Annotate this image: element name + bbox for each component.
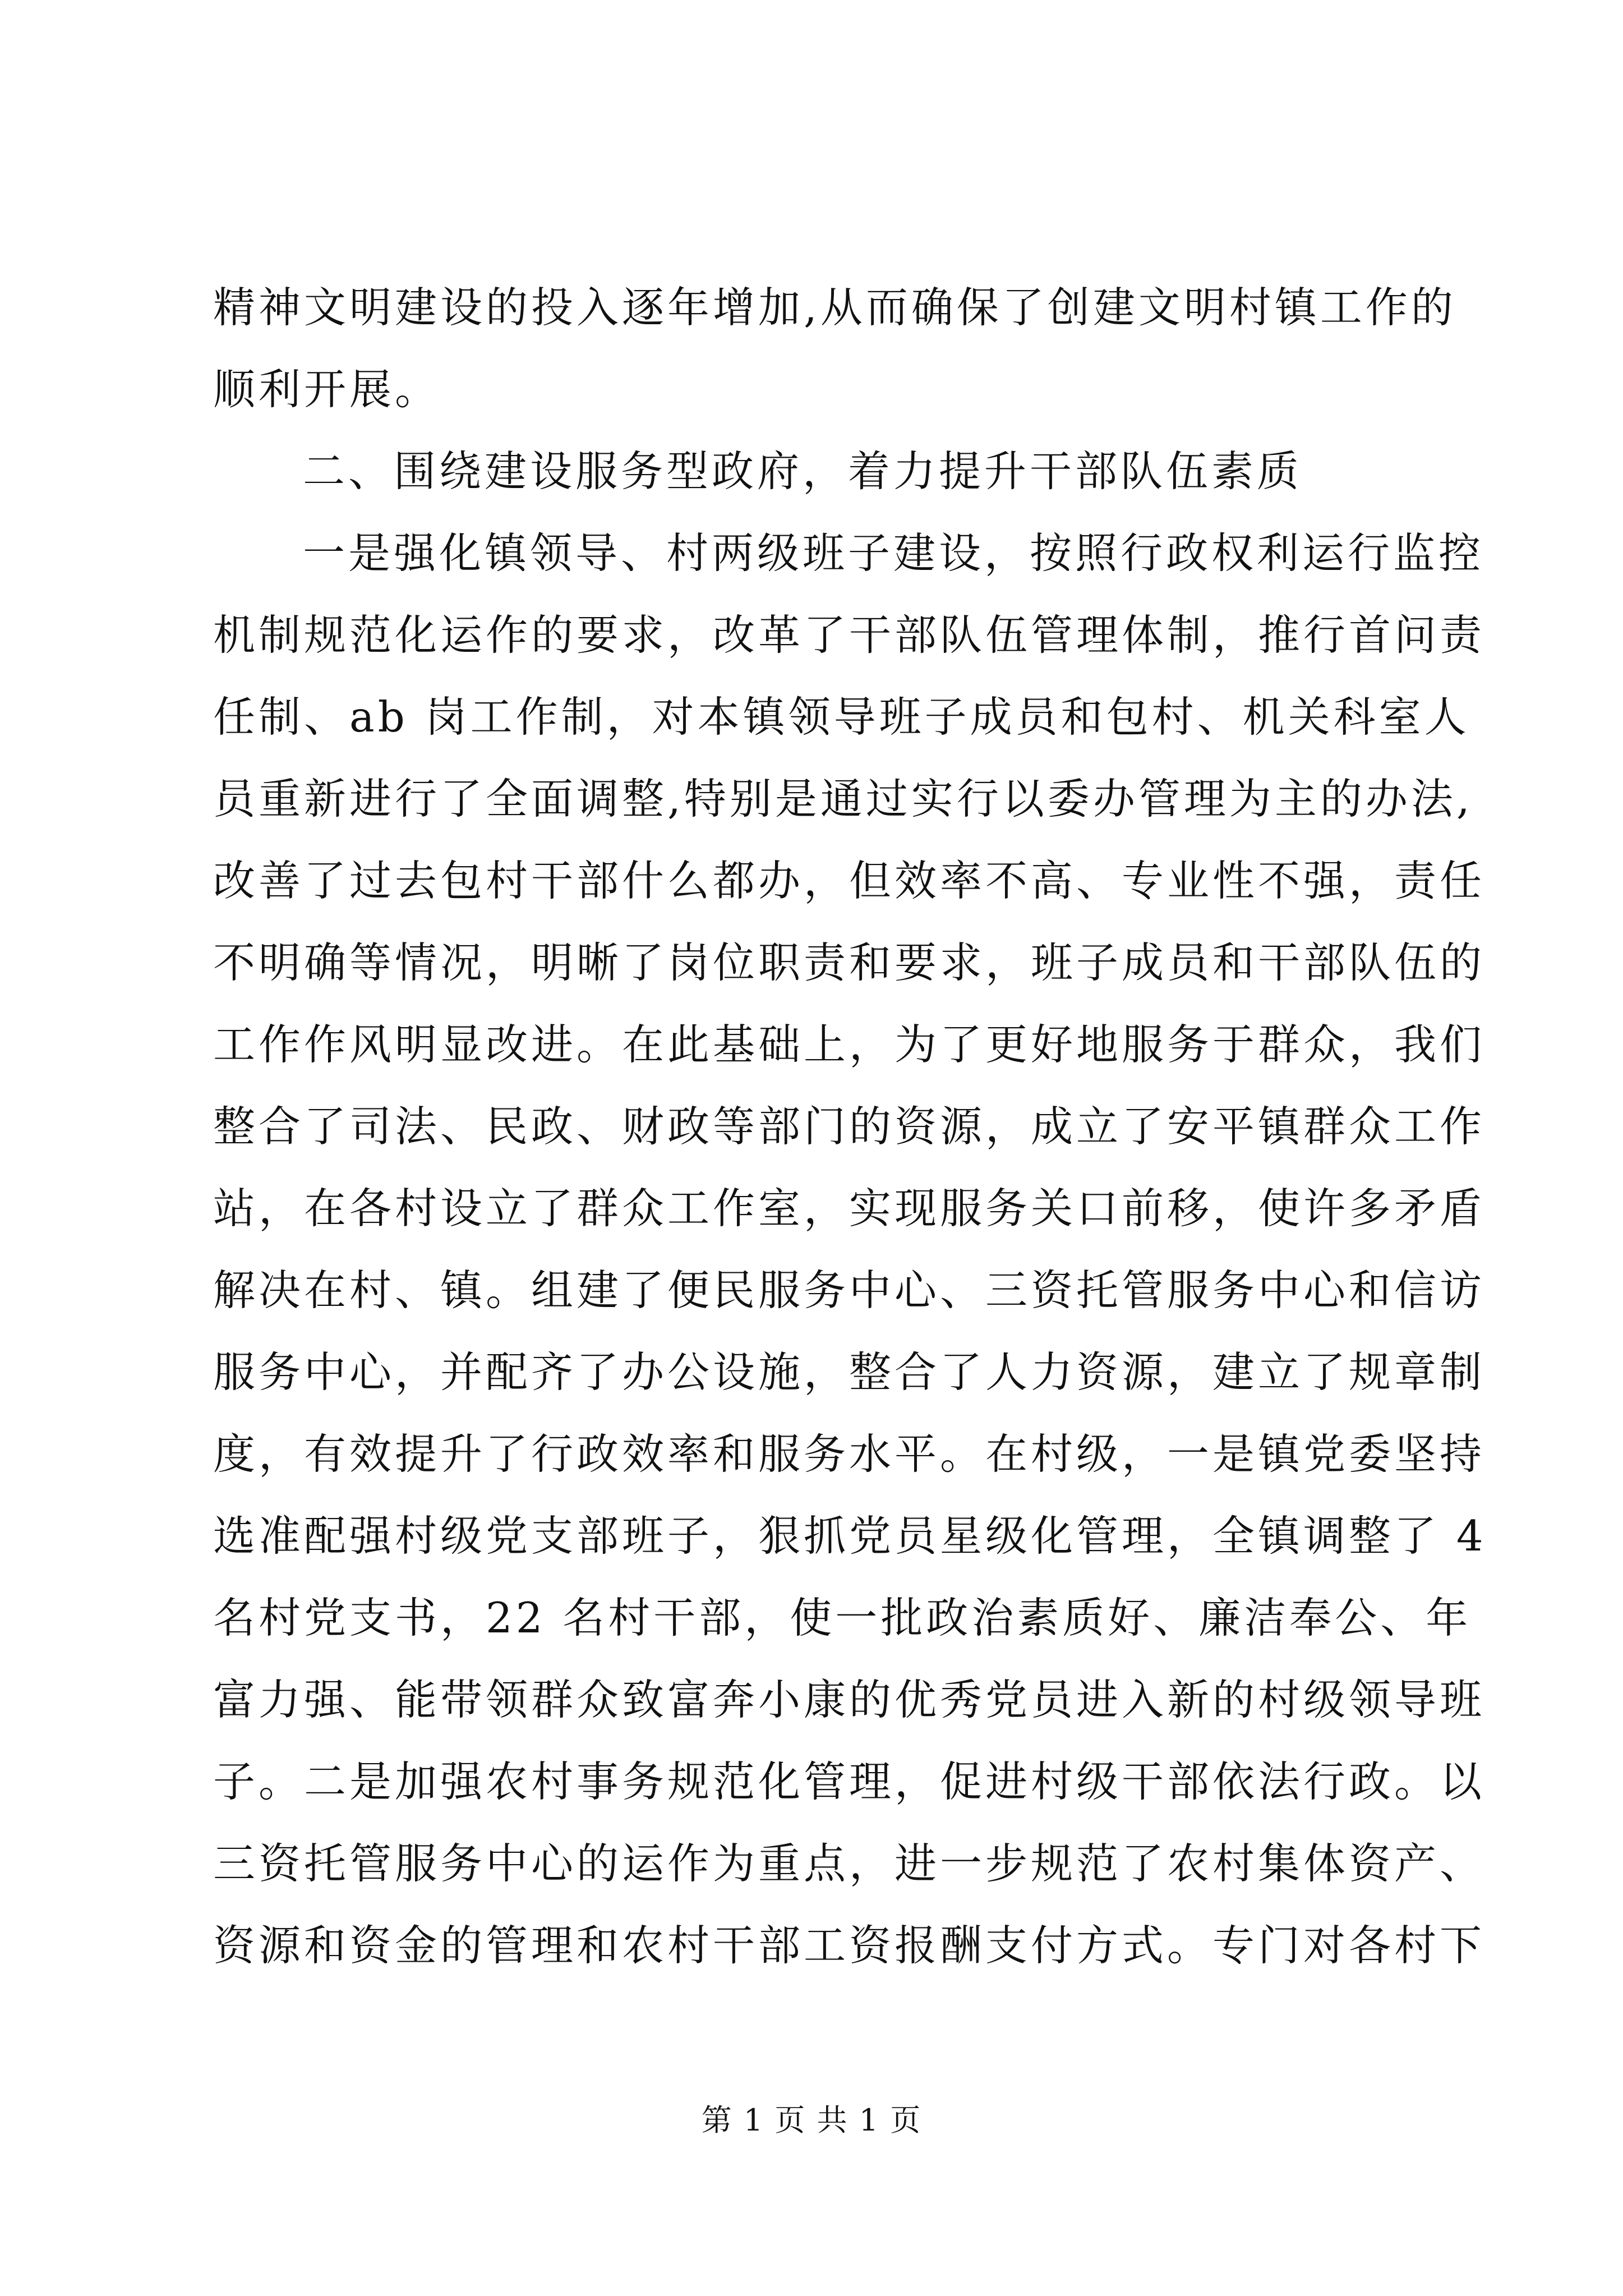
text-line: 顺利开展。 — [213, 365, 441, 414]
body-text — [213, 266, 1487, 1986]
text-line: 精神文明建设的投入逐年增加,从而确保了创建文明村镇工作的 — [213, 283, 1456, 332]
text-line: 工作作风明显改进。在此基础上，为了更好地服务于群众，我们 — [213, 1020, 1486, 1069]
text-line: 员重新进行了全面调整,特别是通过实行以委办管理为主的办法, — [213, 774, 1473, 823]
text-line: 整合了司法、民政、财政等部门的资源，成立了安平镇群众工作 — [213, 1102, 1486, 1151]
text-line: 资源和资金的管理和农村干部工资报酬支付方式。专门对各村下 — [213, 1921, 1486, 1970]
text-line: 名村党支书，22 名村干部，使一批政治素质好、廉洁奉公、年 — [213, 1593, 1472, 1642]
text-line: 子。二是加强农村事务规范化管理，促进村级干部依法行政。以 — [213, 1757, 1486, 1806]
text-line: 站，在各村设立了群众工作室，实现服务关口前移，使许多矛盾 — [213, 1184, 1486, 1233]
text-line: 二、围绕建设服务型政府，着力提升干部队伍素质 — [303, 447, 1303, 496]
page-footer: 第 1 页 共 1 页 — [701, 2102, 922, 2138]
text-line: 度，有效提升了行政效率和服务水平。在村级，一是镇党委坚持 — [213, 1429, 1486, 1479]
text-line: 服务中心，并配齐了办公设施，整合了人力资源，建立了规章制 — [213, 1347, 1486, 1397]
text-line: 任制、ab 岗工作制，对本镇领导班子成员和包村、机关科室人 — [213, 692, 1470, 742]
text-line: 机制规范化运作的要求，改革了干部队伍管理体制，推行首问责 — [213, 610, 1486, 660]
text-line: 选准配强村级党支部班子，狠抓党员星级化管理，全镇调整了 4 — [213, 1511, 1487, 1561]
text-line: 三资托管服务中心的运作为重点，进一步规范了农村集体资产、 — [213, 1839, 1486, 1888]
text-line: 改善了过去包村干部什么都办，但效率不高、专业性不强，责任 — [213, 856, 1486, 905]
text-line: 不明确等情况，明晰了岗位职责和要求，班子成员和干部队伍的 — [213, 938, 1486, 987]
text-line: 一是强化镇领导、村两级班子建设，按照行政权利运行监控 — [303, 528, 1484, 578]
text-line: 富力强、能带领群众致富奔小康的优秀党员进入新的村级领导班 — [213, 1675, 1486, 1724]
text-line: 解决在村、镇。组建了便民服务中心、三资托管服务中心和信访 — [213, 1266, 1486, 1315]
